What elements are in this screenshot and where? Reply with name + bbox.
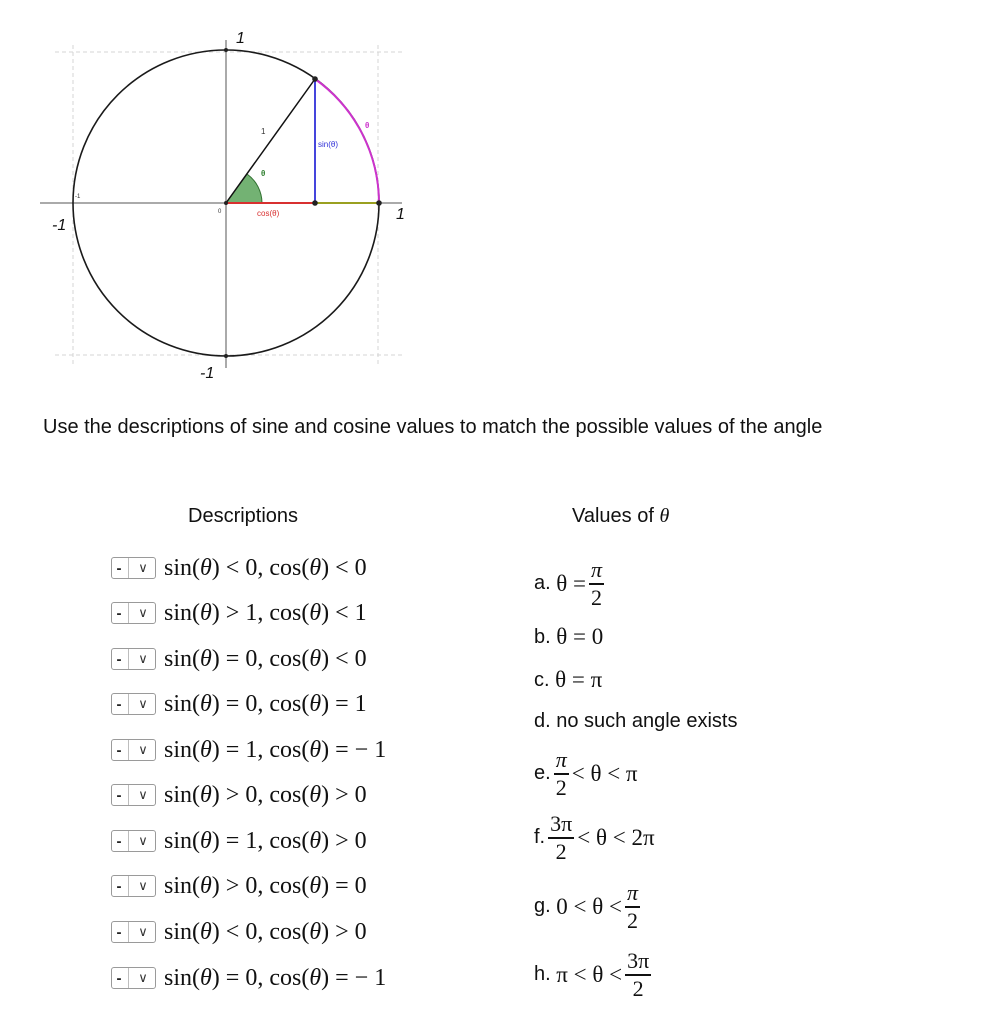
- sin-relation: =: [225, 964, 240, 991]
- value-option-b: [534, 624, 603, 650]
- fraction-numerator: 3π: [550, 811, 573, 836]
- description-text: sin(θ) = 1, cos(θ) = − 1: [164, 736, 387, 763]
- value-option-g: [534, 882, 643, 932]
- match-select[interactable]: [111, 875, 156, 897]
- cos-value: 0: [354, 781, 367, 808]
- chevron-down-icon: ∨: [138, 560, 148, 575]
- cos-relation: =: [335, 690, 349, 717]
- fraction-denominator: 2: [591, 584, 603, 610]
- match-select[interactable]: [111, 602, 156, 624]
- cos-relation: =: [335, 872, 349, 899]
- sin-value: 1: [245, 599, 258, 626]
- description-text: sin(θ) = 0, cos(θ) = − 1: [164, 964, 387, 991]
- sin-relation: <: [225, 554, 240, 581]
- cos-relation: =: [335, 964, 349, 991]
- fraction-denominator: 2: [626, 907, 638, 933]
- description-text: sin(θ) < 0, cos(θ) < 0: [164, 554, 367, 581]
- arc-label: θ: [365, 121, 370, 130]
- descriptions-header: Descriptions: [188, 505, 299, 527]
- cos-value: 0: [354, 918, 367, 945]
- description-text: sin(θ) > 1, cos(θ) < 1: [164, 599, 367, 626]
- option-letter: f.: [534, 826, 546, 849]
- description-row: [111, 555, 367, 581]
- option-expression: θ = π: [555, 667, 603, 692]
- axis-neg-one-label: -1: [75, 194, 81, 200]
- sin-value: 0: [245, 645, 258, 672]
- fraction: [554, 749, 569, 799]
- point-origin: [224, 201, 228, 205]
- sin-value: 0: [245, 554, 258, 581]
- cos-relation: >: [335, 781, 349, 808]
- chevron-down-icon: ∨: [138, 605, 148, 620]
- option-letter: e.: [534, 762, 551, 785]
- cos-value: − 1: [354, 964, 387, 991]
- values-header-prefix: Values of: [572, 505, 660, 527]
- point-bottom: [224, 354, 228, 358]
- sin-relation: >: [225, 599, 240, 626]
- cos-value: − 1: [354, 736, 387, 763]
- cos-relation: >: [335, 827, 349, 854]
- sin-value: 0: [245, 918, 258, 945]
- description-row: [111, 919, 367, 945]
- fraction: [625, 882, 640, 932]
- sin-value: 0: [245, 690, 258, 717]
- option-letter: g.: [534, 895, 551, 918]
- grid-frame: [55, 45, 402, 365]
- select-value: -: [116, 695, 122, 713]
- cos-value: 1: [354, 599, 367, 626]
- cos-label: cos(θ): [257, 209, 280, 218]
- cos-value: 0: [354, 645, 367, 672]
- select-value: -: [116, 969, 122, 987]
- cos-value: 1: [354, 690, 367, 717]
- description-row: [111, 737, 386, 763]
- description-row: [111, 873, 367, 899]
- cos-value: 0: [354, 554, 367, 581]
- origin-label: 0: [218, 209, 222, 215]
- chevron-down-icon: ∨: [138, 878, 148, 893]
- description-text: sin(θ) = 0, cos(θ) = 1: [164, 690, 367, 717]
- description-text: sin(θ) = 0, cos(θ) < 0: [164, 645, 367, 672]
- sin-relation: =: [225, 827, 240, 854]
- point-foot: [312, 200, 318, 206]
- option-letter: d.: [534, 710, 551, 732]
- select-value: -: [116, 650, 122, 668]
- option-expression: < θ < 2π: [577, 824, 655, 850]
- match-select[interactable]: [111, 830, 156, 852]
- fraction-denominator: 2: [632, 975, 644, 1001]
- value-option-a: [534, 559, 607, 609]
- sin-value: 0: [245, 872, 258, 899]
- select-value: -: [116, 832, 122, 850]
- handwritten-neg-one-left: -1: [52, 217, 67, 234]
- select-value: -: [116, 559, 122, 577]
- cos-relation: <: [335, 554, 349, 581]
- point-top: [224, 48, 228, 52]
- handwritten-one-right: 1: [396, 206, 405, 223]
- value-option-f: [534, 813, 655, 863]
- match-select[interactable]: [111, 921, 156, 943]
- cos-relation: =: [335, 736, 349, 763]
- select-value: -: [116, 741, 122, 759]
- radius-line: [226, 79, 315, 203]
- fraction: [625, 950, 651, 1000]
- value-option-c: [534, 667, 602, 693]
- fraction: [548, 813, 574, 863]
- chevron-down-icon: ∨: [138, 970, 148, 985]
- option-letter: a.: [534, 572, 551, 595]
- chevron-down-icon: ∨: [138, 833, 148, 848]
- chevron-down-icon: ∨: [138, 787, 148, 802]
- point-on-circle: [312, 76, 318, 82]
- sin-value: 0: [245, 781, 258, 808]
- match-select[interactable]: [111, 648, 156, 670]
- chevron-down-icon: ∨: [138, 651, 148, 666]
- option-expression: θ =: [556, 570, 586, 596]
- fraction-denominator: 2: [555, 774, 567, 800]
- value-option-d: [534, 710, 737, 733]
- description-row: [111, 782, 367, 808]
- sin-label: sin(θ): [318, 140, 339, 149]
- fraction: [589, 559, 604, 609]
- match-select[interactable]: [111, 693, 156, 715]
- sin-relation: >: [225, 872, 240, 899]
- option-expression: no such angle exists: [556, 710, 738, 732]
- option-letter: c.: [534, 668, 550, 691]
- chevron-down-icon: ∨: [138, 742, 148, 757]
- values-header: [572, 505, 669, 528]
- question-prompt: Use the descriptions of sine and cosine values to match the possible values of the angle: [43, 416, 823, 438]
- match-select[interactable]: [111, 784, 156, 806]
- sin-relation: =: [225, 690, 240, 717]
- sin-relation: >: [225, 781, 240, 808]
- unit-circle-diagram: [0, 0, 996, 390]
- point-one: [376, 200, 382, 206]
- option-letter: h.: [534, 963, 551, 986]
- select-value: -: [116, 786, 122, 804]
- description-row: [111, 965, 386, 991]
- description-row: [111, 600, 367, 626]
- value-option-h: [534, 950, 654, 1000]
- option-expression: π < θ <: [556, 961, 623, 987]
- cos-value: 0: [354, 872, 367, 899]
- sin-relation: <: [225, 918, 240, 945]
- select-value: -: [116, 604, 122, 622]
- fraction-numerator: 3π: [627, 948, 650, 973]
- sin-value: 1: [245, 736, 258, 763]
- match-select[interactable]: [111, 739, 156, 761]
- value-option-e: [534, 749, 638, 799]
- hyp-label: 1: [261, 127, 266, 136]
- option-expression: < θ < π: [571, 760, 638, 786]
- description-text: sin(θ) > 0, cos(θ) = 0: [164, 872, 367, 899]
- option-letter: b.: [534, 625, 551, 648]
- chevron-down-icon: ∨: [138, 696, 148, 711]
- match-select[interactable]: [111, 557, 156, 579]
- description-row: [111, 828, 367, 854]
- option-expression: θ = 0: [556, 624, 604, 649]
- match-select[interactable]: [111, 967, 156, 989]
- handwritten-one-top: 1: [236, 30, 245, 47]
- description-row: [111, 691, 367, 717]
- angle-label: θ: [261, 169, 266, 178]
- fraction-numerator: π: [555, 747, 567, 772]
- description-text: sin(θ) > 0, cos(θ) > 0: [164, 781, 367, 808]
- description-text: sin(θ) = 1, cos(θ) > 0: [164, 827, 367, 854]
- option-expression: 0 < θ <: [556, 893, 622, 919]
- fraction-numerator: π: [626, 880, 638, 905]
- sin-relation: =: [225, 645, 240, 672]
- cos-relation: <: [335, 599, 349, 626]
- fraction-denominator: 2: [555, 838, 567, 864]
- sin-value: 1: [245, 827, 258, 854]
- cos-relation: <: [335, 645, 349, 672]
- sin-value: 0: [245, 964, 258, 991]
- cos-relation: >: [335, 918, 349, 945]
- cos-value: 0: [354, 827, 367, 854]
- fraction-numerator: π: [591, 557, 603, 582]
- description-row: [111, 646, 367, 672]
- select-value: -: [116, 923, 122, 941]
- chevron-down-icon: ∨: [138, 924, 148, 939]
- sin-relation: =: [225, 736, 240, 763]
- select-value: -: [116, 877, 122, 895]
- values-header-theta: θ: [659, 505, 670, 527]
- description-text: sin(θ) < 0, cos(θ) > 0: [164, 918, 367, 945]
- handwritten-neg-one-bottom: -1: [200, 365, 215, 382]
